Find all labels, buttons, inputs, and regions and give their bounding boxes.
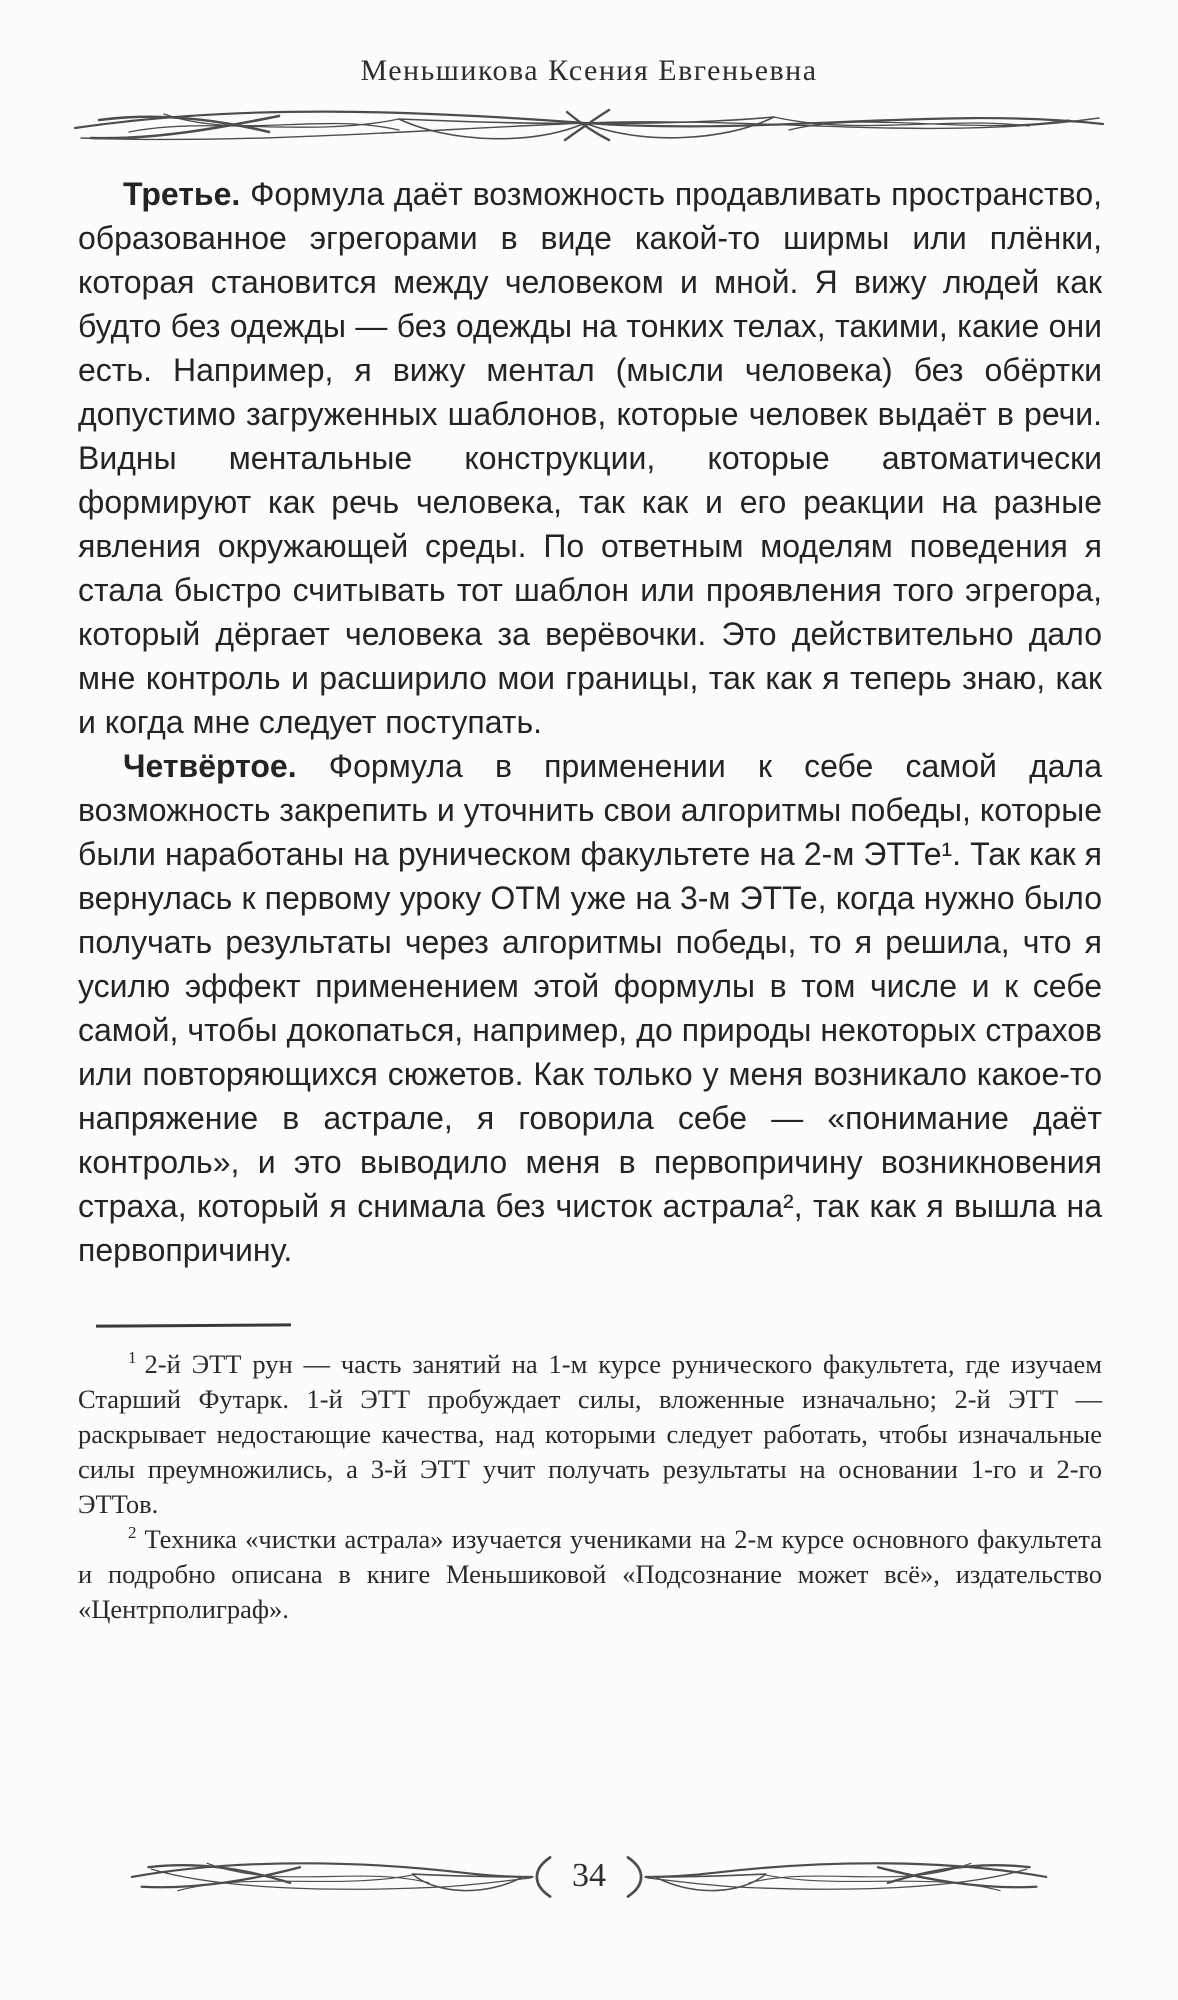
footnote-2 bbox=[78, 1522, 1102, 1627]
running-head-author: Меньшикова Ксения Евгеньевна bbox=[360, 54, 818, 87]
footnote-text: Техника «чистки астрала» изучается учениками на 2-м курсе основного факультета и подробно описана в книге Меньшиковой «Подсознание может всё», издательство «Центрполиграф». bbox=[78, 1524, 1102, 1624]
paragraph-text: Формула в применении к себе самой дала возможность закрепить и уточнить свои алгоритмы победы, которые были наработаны на руническом факультете на 2-м ЭТТе¹. Так как я вернулась к первому уроку ОТМ уже на 3-м ЭТТе, когда нужно было получать результаты через алгоритмы победы, то я решила, что я усилю эффект применением этой формулы в том числе и к себе самой, чтобы докопаться, например, до природы некоторых страхов или повторяющихся сюжетов. Как только у меня возникало какое-то напряжение в астрале, я говорила себе — «понимание даёт контроль», и это выводило меня в первопричину возникновения страха, который я снимала без чисток астрала², так как я вышла на первопричину. bbox=[78, 748, 1103, 1268]
footnote-text: 2-й ЭТТ рун — часть занятий на 1-м курсе рунического факультета, где изучаем Старший Футарк. 1-й ЭТТ пробуждает силы, вложенные изначально; 2-й ЭТТ — раскрывает недостающие качества, над которыми следует работать, чтобы изначальные силы преумножились, а 3-й ЭТТ учит получать результаты на основании 1-го и 2-го ЭТТов. bbox=[78, 1349, 1102, 1519]
paragraph-lead: Четвёртое. bbox=[123, 748, 297, 784]
page-footer bbox=[0, 1847, 1178, 1905]
footnotes-block bbox=[78, 1347, 1102, 1627]
paragraph-trete bbox=[78, 172, 1102, 744]
page-body bbox=[78, 172, 1102, 1272]
paragraph-text: Формула даёт возможность продавливать пространство, образованное эгрегорами в виде какой-то ширмы или плёнки, которая становится между человеком и мной. Я вижу людей как будто без одежды — без одежды на тонких телах, такими, какие они есть. Например, я вижу ментал (мысли человека) без обёртки допустимо загруженных шаблонов, которые человек выдаёт в речи. Видны ментальные конструкции, которые автоматически формируют как речь человека, так как и его реакции на разные явления окружающей среды. По ответным моделям поведения я стала быстро считывать тот шаблон или проявления того эгрегора, который дёргает человека за верёвочки. Это действительно дало мне контроль и расширило мои границы, так как я теперь знаю, как и когда мне следует поступать. bbox=[78, 176, 1103, 740]
footnote-marker: 2 bbox=[128, 1523, 137, 1543]
footer-flourish-left-icon bbox=[124, 1847, 554, 1905]
paragraph-lead: Третье. bbox=[123, 176, 241, 212]
footnote-divider bbox=[96, 1323, 291, 1327]
paragraph-chetvertoe bbox=[78, 744, 1102, 1272]
header-flourish-icon bbox=[69, 96, 1109, 150]
footnote-1 bbox=[78, 1347, 1102, 1522]
page-number: 34 bbox=[572, 1857, 606, 1894]
footer-flourish-right-icon bbox=[624, 1847, 1054, 1905]
footnote-marker: 1 bbox=[128, 1348, 137, 1368]
